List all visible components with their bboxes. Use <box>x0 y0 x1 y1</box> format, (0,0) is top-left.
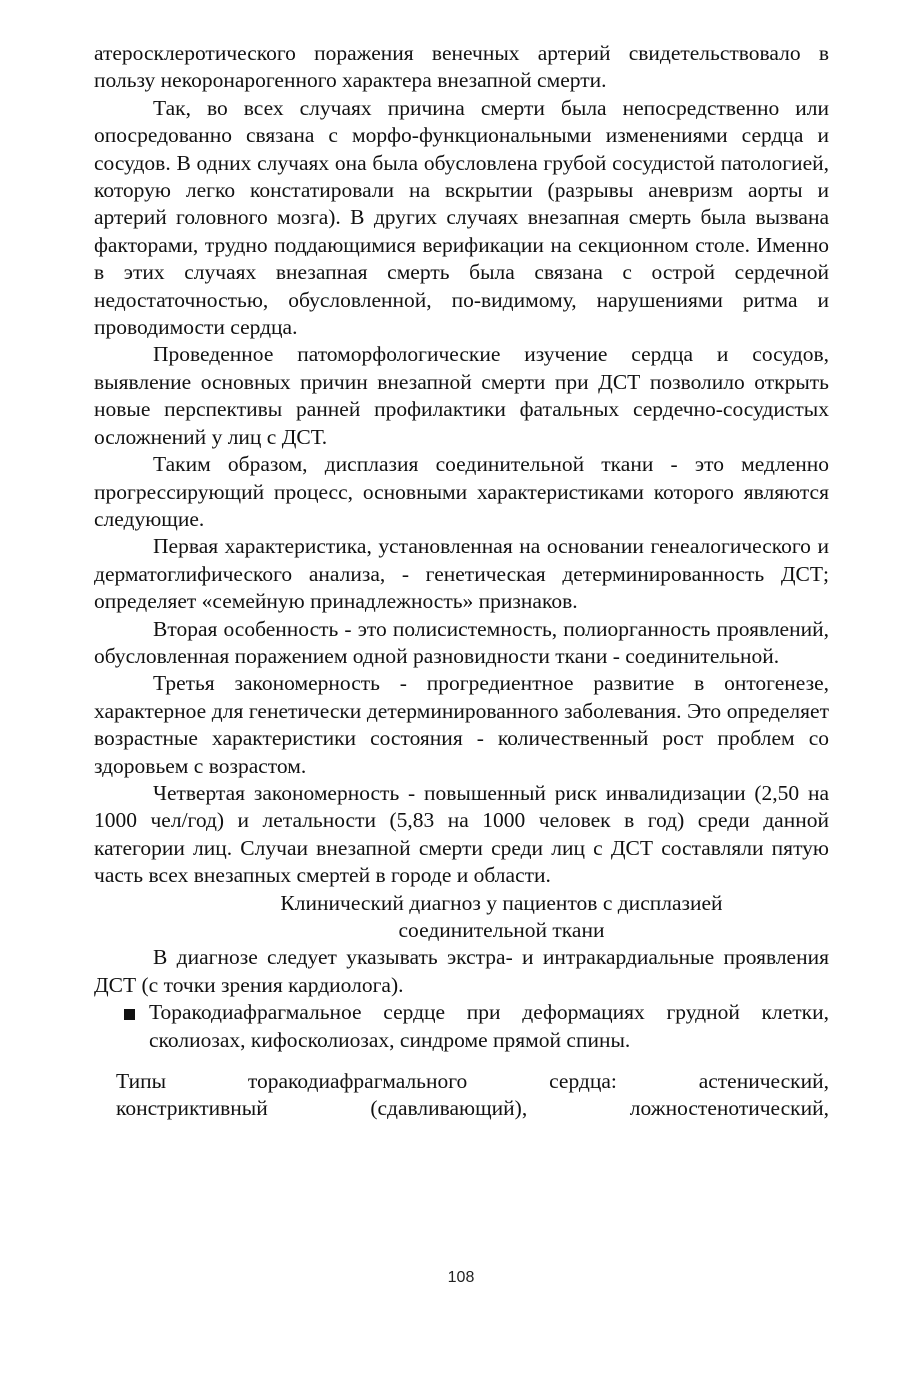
square-bullet-icon <box>124 1009 135 1020</box>
paragraph-diagnosis: В диагнозе следует указывать экстра- и интракардиальные проявления ДСТ (с точки зрения кардиолога). <box>94 945 829 997</box>
page-number: 108 <box>447 1269 475 1286</box>
paragraph-fourth-regularity: Четвертая закономерность - повышенный риск инвалидизации (2,50 на 1000 чел/год) и летальности (5,83 на 1000 человек в год) среди данной категории лиц. Случаи внезапной смерти среди лиц с ДСТ составляли пятую часть всех внезапных смертей в городе и области. <box>94 780 829 888</box>
paragraph-first-characteristic: Первая характеристика, установленная на основании генеалогического и дерматоглифического анализа, - генетическая детерминированность ДСТ; определяет «семейную принадлежность» признаков. <box>94 534 829 614</box>
types-line-1: Типы торакодиафрагмального сердца: астенический, <box>116 1069 829 1094</box>
types-line-2: констриктивный (сдавливающий), ложностенотический, <box>116 1096 829 1121</box>
page-body <box>94 40 829 1123</box>
paragraph-continuation: атеросклеротического поражения венечных артерий свидетельствовало в пользу некоронарогенного характера внезапной смерти. <box>94 41 829 93</box>
paragraph-second-feature: Вторая особенность - это полисистемность, полиорганность проявлений, обусловленная поражением одной разновидности ткани - соединительной. <box>94 616 829 668</box>
section-heading-line1: Клинический диагноз у пациентов с дисплазией <box>280 890 723 915</box>
paragraph-pathomorphology: Проведенное патоморфологические изучение сердца и сосудов, выявление основных причин внезапной смерти при ДСТ позволило открыть новые перспективы ранней профилактики фатальных сердечно-сосудистых осложнений у лиц с ДСТ. <box>94 342 829 449</box>
paragraph-summary: Таким образом, дисплазия соединительной ткани - это медленно прогрессирующий процесс, основными характеристиками которого являются следующие. <box>94 452 829 531</box>
bullet-item-text: Торакодиафрагмальное сердце при деформациях грудной клетки, сколиозах, кифосколиозах, синдроме прямой спины. <box>149 1000 829 1052</box>
paragraph-cause-of-death: Так, во всех случаях причина смерти была непосредственно или опосредованно связана с морфо-функциональными изменениями сердца и сосудов. В одних случаях она была обусловлена грубой сосудистой патологией, которую легко констатировали на вскрытии (разрывы аневризм аорты и артерий головного мозга). В других случаях внезапная смерть была вызвана факторами, трудно поддающимися верификации на секционном столе. Именно в этих случаях внезапная смерть была связана с острой сердечной недостаточностью, обусловленной, по-видимому, нарушениями ритма и проводимости сердца. <box>94 95 829 340</box>
bullet-item <box>94 999 829 1054</box>
section-heading-line2: соединительной ткани <box>398 918 605 942</box>
paragraph-third-regularity: Третья закономерность - прогредиентное развитие в онтогенезе, характерное для генетически детерминированного заболевания. Это определяет возрастные характеристики состояния - количественный рост проблем со здоровьем с возрастом. <box>94 671 829 778</box>
